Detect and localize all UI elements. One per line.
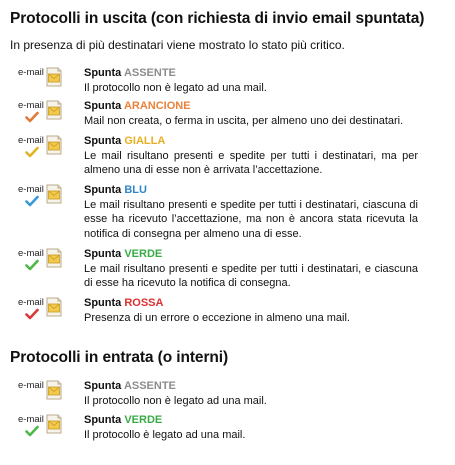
status-text bbox=[84, 413, 418, 442]
outgoing-intro: In presenza di più destinatari viene mostrato lo stato più critico. bbox=[10, 38, 345, 52]
status-name: VERDE bbox=[124, 414, 163, 426]
status-name: ASSENTE bbox=[123, 380, 176, 392]
icon-label: e-mail bbox=[18, 248, 44, 259]
icon-label: e-mail bbox=[18, 67, 44, 78]
check-icon bbox=[25, 258, 39, 272]
status-prefix: Spunta bbox=[84, 135, 122, 147]
envelope-icon bbox=[45, 296, 63, 318]
icon-label: e-mail bbox=[18, 414, 44, 425]
status-text bbox=[84, 379, 418, 408]
status-description: Le mail risultano presenti e spedite per tutti i destinatari, ma per almeno una di esse non è arrivata l’accettazione. bbox=[84, 149, 418, 177]
envelope-icon bbox=[45, 99, 63, 121]
status-prefix: Spunta bbox=[84, 414, 122, 426]
incoming-heading: Protocolli in entrata (o interni) bbox=[10, 349, 229, 366]
status-text bbox=[84, 99, 418, 128]
envelope-icon bbox=[45, 247, 63, 269]
envelope-icon bbox=[45, 413, 63, 435]
mail-status-icon bbox=[18, 296, 70, 332]
status-name: ASSENTE bbox=[123, 67, 176, 79]
status-name: BLU bbox=[124, 184, 147, 196]
status-title bbox=[84, 247, 418, 262]
envelope-icon bbox=[45, 183, 63, 205]
mail-status-icon bbox=[18, 413, 70, 449]
envelope-icon bbox=[45, 379, 63, 401]
check-icon bbox=[25, 307, 39, 321]
status-name: GIALLA bbox=[124, 135, 166, 147]
status-name: VERDE bbox=[124, 248, 163, 260]
status-prefix: Spunta bbox=[84, 297, 122, 309]
status-name: ROSSA bbox=[124, 297, 164, 309]
icon-label: e-mail bbox=[18, 100, 44, 111]
status-text bbox=[84, 183, 418, 241]
status-title bbox=[84, 379, 418, 394]
status-description: Presenza di un errore o eccezione in almeno una mail. bbox=[84, 311, 350, 324]
status-title bbox=[84, 296, 418, 311]
status-prefix: Spunta bbox=[84, 380, 122, 392]
status-title bbox=[84, 134, 418, 149]
status-description: Le mail risultano presenti e spedite per tutti i destinatari, e ciascuna di esse ha ricevuto la notifica di consegna. bbox=[84, 262, 418, 290]
status-description: Mail non creata, o ferma in uscita, per almeno uno dei destinatari. bbox=[84, 114, 404, 127]
status-prefix: Spunta bbox=[84, 248, 122, 260]
envelope-icon bbox=[45, 134, 63, 156]
mail-status-icon bbox=[18, 183, 70, 219]
check-icon bbox=[25, 424, 39, 438]
mail-status-icon bbox=[18, 379, 70, 415]
icon-label: e-mail bbox=[18, 135, 44, 146]
check-icon bbox=[25, 194, 39, 208]
status-description: Le mail risultano presenti e spedite per tutti i destinatari, ciascuna di esse ha ricevuto l’accettazione, ma non è ancora stata ricevuta la notifica di consegna per almeno una di esse. bbox=[84, 198, 418, 240]
mail-status-icon bbox=[18, 99, 70, 135]
check-icon bbox=[25, 145, 39, 159]
mail-status-icon bbox=[18, 134, 70, 170]
status-title bbox=[84, 66, 418, 81]
mail-status-icon bbox=[18, 247, 70, 283]
mail-status-icon bbox=[18, 66, 70, 102]
check-icon bbox=[25, 110, 39, 124]
status-prefix: Spunta bbox=[84, 100, 122, 112]
status-prefix: Spunta bbox=[84, 184, 122, 196]
status-text bbox=[84, 66, 418, 95]
status-name: ARANCIONE bbox=[123, 100, 191, 112]
status-prefix: Spunta bbox=[84, 67, 122, 79]
icon-label: e-mail bbox=[18, 380, 44, 391]
status-description: Il protocollo non è legato ad una mail. bbox=[84, 81, 267, 94]
icon-label: e-mail bbox=[18, 184, 44, 195]
status-description: Il protocollo non è legato ad una mail. bbox=[84, 394, 267, 407]
status-text bbox=[84, 296, 418, 325]
status-text bbox=[84, 134, 418, 178]
status-description: Il protocollo è legato ad una mail. bbox=[84, 428, 246, 441]
icon-label: e-mail bbox=[18, 297, 44, 308]
outgoing-heading: Protocolli in uscita (con richiesta di invio email spuntata) bbox=[10, 10, 425, 27]
status-title bbox=[84, 99, 418, 114]
status-title bbox=[84, 183, 418, 198]
status-title bbox=[84, 413, 418, 428]
envelope-icon bbox=[45, 66, 63, 88]
status-text bbox=[84, 247, 418, 291]
